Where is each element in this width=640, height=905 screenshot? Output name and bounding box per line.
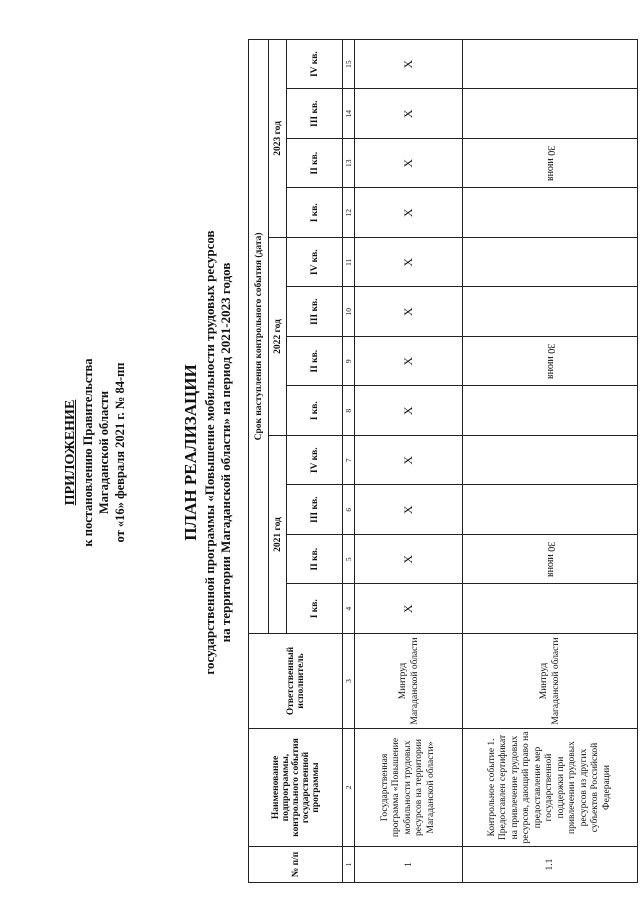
header-quarter: III кв. xyxy=(287,485,343,535)
header-quarter: I кв. xyxy=(287,584,343,634)
row-mark: X xyxy=(355,188,463,238)
row-date xyxy=(463,337,638,387)
appendix-block xyxy=(62,0,128,905)
row-responsible: Минтруд Магаданской области xyxy=(463,634,638,729)
row-date-text: 30 июня xyxy=(544,541,556,577)
row-mark: X xyxy=(355,386,463,436)
column-number: 5 xyxy=(343,535,355,585)
row-date xyxy=(463,485,638,535)
row-mark: X xyxy=(355,287,463,337)
row-date xyxy=(463,535,638,585)
header-year-2023: 2023 год xyxy=(269,39,287,237)
row-mark: X xyxy=(355,485,463,535)
row-date xyxy=(463,436,638,486)
column-number: 6 xyxy=(343,485,355,535)
table-row xyxy=(463,39,638,882)
header-name: Наименование подпрограммы, контрольного события государственной программы xyxy=(249,729,343,847)
row-date xyxy=(463,39,638,89)
row-mark: X xyxy=(355,337,463,387)
column-number: 8 xyxy=(343,386,355,436)
row-date-text: 30 июня xyxy=(544,145,556,181)
row-date xyxy=(463,139,638,189)
column-number: 11 xyxy=(343,238,355,288)
plan-title: ПЛАН РЕАЛИЗАЦИИ xyxy=(181,364,200,541)
column-number: 3 xyxy=(343,634,355,729)
header-quarter: IV кв. xyxy=(287,436,343,486)
header-num: № п/п xyxy=(249,847,343,883)
header-quarter: I кв. xyxy=(287,188,343,238)
header-quarter: IV кв. xyxy=(287,238,343,288)
header-quarter: II кв. xyxy=(287,139,343,189)
header-year-2022: 2022 год xyxy=(269,238,287,436)
row-num: 1 xyxy=(355,847,463,883)
plan-table xyxy=(248,39,638,883)
table-row xyxy=(355,39,463,882)
row-mark: X xyxy=(355,89,463,139)
column-number: 1 xyxy=(343,847,355,883)
header-quarter: I кв. xyxy=(287,386,343,436)
row-mark: X xyxy=(355,535,463,585)
header-quarter: III кв. xyxy=(287,287,343,337)
column-number: 14 xyxy=(343,89,355,139)
column-number: 2 xyxy=(343,729,355,847)
row-mark: X xyxy=(355,584,463,634)
header-period: Срок наступления контрольного события (дата) xyxy=(249,39,269,633)
row-date xyxy=(463,386,638,436)
header-responsible: Ответственный исполнитель xyxy=(249,634,343,729)
header-quarter: II кв. xyxy=(287,535,343,585)
appendix-line-1: к постановлению Правительства xyxy=(81,358,95,547)
column-number: 10 xyxy=(343,287,355,337)
row-name: Контрольное событие 1. Предоставлен сертификат на привлечение трудовых ресурсов, дающий право на предоставление мер государственной поддержки при привлечении трудовых ресурсов из других субъектов Российской Федерации xyxy=(463,729,638,847)
column-number: 12 xyxy=(343,188,355,238)
row-responsible: Минтруд Магаданской области xyxy=(355,634,463,729)
row-date xyxy=(463,188,638,238)
column-number: 9 xyxy=(343,337,355,387)
header-quarter: III кв. xyxy=(287,89,343,139)
row-mark: X xyxy=(355,139,463,189)
plan-subtitle-1: государственной программы «Повышение мобильности трудовых ресурсов xyxy=(202,230,217,675)
row-date xyxy=(463,287,638,337)
row-mark: X xyxy=(355,238,463,288)
column-number: 7 xyxy=(343,436,355,486)
plan-heading xyxy=(180,0,234,905)
header-quarter: II кв. xyxy=(287,337,343,387)
header-quarter: IV кв. xyxy=(287,39,343,89)
row-num: 1.1 xyxy=(463,847,638,883)
row-date xyxy=(463,238,638,288)
row-date-text: 30 июня xyxy=(544,343,556,379)
appendix-line-3: от «16» февраля 2021 г. № 84-пп xyxy=(113,362,127,543)
appendix-line-2: Магаданской области xyxy=(97,390,111,515)
header-year-2021: 2021 год xyxy=(269,436,287,634)
column-number: 13 xyxy=(343,139,355,189)
row-name: Государственная программа «Повышение мобильности трудовых ресурсов на территории Магаданской области» xyxy=(355,729,463,847)
column-number: 15 xyxy=(343,39,355,89)
appendix-title: ПРИЛОЖЕНИЕ xyxy=(63,399,78,506)
row-mark: X xyxy=(355,436,463,486)
column-number: 4 xyxy=(343,584,355,634)
row-date xyxy=(463,89,638,139)
row-date xyxy=(463,584,638,634)
plan-subtitle-2: на территории Магаданской области» на период 2021-2023 годов xyxy=(218,262,233,643)
row-mark: X xyxy=(355,39,463,89)
